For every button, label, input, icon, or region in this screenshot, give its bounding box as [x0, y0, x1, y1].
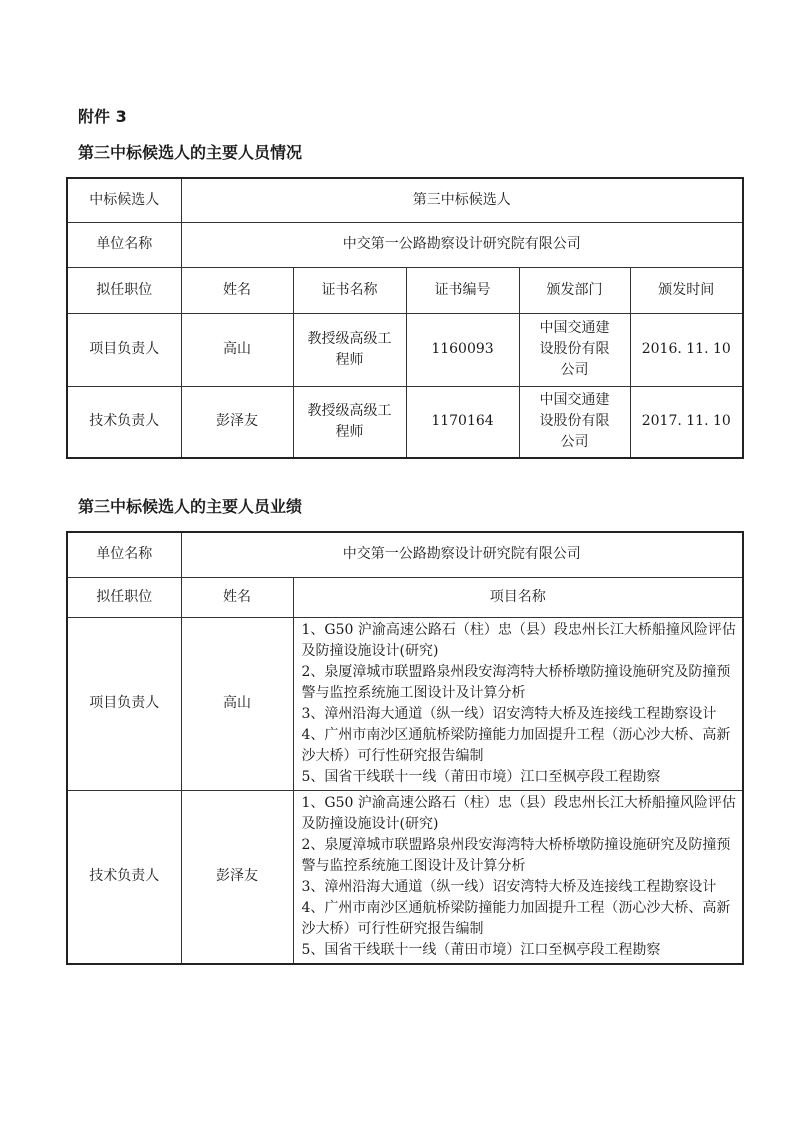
name-cell: 高山 — [181, 313, 293, 386]
header-issue-date: 颁发时间 — [630, 267, 743, 313]
position-cell: 技术负责人 — [67, 790, 181, 964]
candidate-label: 中标候选人 — [67, 178, 181, 222]
header-project: 项目名称 — [293, 577, 743, 617]
table-row — [67, 617, 743, 790]
cert-name-cell: 教授级高级工程师 — [293, 313, 406, 386]
header-position: 拟任职位 — [67, 577, 181, 617]
cert-name-cell: 教授级高级工程师 — [293, 386, 406, 458]
project-item: 1、G50 沪渝高速公路石（柱）忠（县）段忠州长江大桥船撞风险评估及防撞设施设计(研究) — [301, 794, 736, 832]
position-cell: 技术负责人 — [67, 386, 181, 458]
project-list-cell — [293, 617, 743, 790]
project-item: 4、广州市南沙区通航桥梁防撞能力加固提升工程（沥心沙大桥、高新沙大桥）可行性研究报告编制 — [301, 899, 731, 937]
name-cell: 彭泽友 — [181, 790, 293, 964]
position-cell: 项目负责人 — [67, 617, 181, 790]
table-row — [67, 178, 743, 222]
table-header-row — [67, 267, 743, 313]
company-value: 中交第一公路勘察设计研究院有限公司 — [181, 222, 743, 267]
attachment-label: 附件 3 — [78, 107, 127, 126]
table-row — [67, 222, 743, 267]
header-issuer: 颁发部门 — [519, 267, 630, 313]
performance-table — [66, 531, 744, 965]
project-item: 2、泉厦漳城市联盟路泉州段安海湾特大桥桥墩防撞设施研究及防撞预警与监控系统施工图设计及计算分析 — [301, 836, 731, 874]
issuer-cell: 中国交通建设股份有限公司 — [519, 313, 630, 386]
table-header-row — [67, 577, 743, 617]
personnel-table — [66, 177, 744, 459]
table-row — [67, 790, 743, 964]
header-name: 姓名 — [181, 577, 293, 617]
project-item: 1、G50 沪渝高速公路石（柱）忠（县）段忠州长江大桥船撞风险评估及防撞设施设计(研究) — [301, 621, 736, 659]
position-cell: 项目负责人 — [67, 313, 181, 386]
project-item: 3、漳州沿海大通道（纵一线）诏安湾特大桥及连接线工程勘察设计 — [301, 705, 717, 722]
project-list-cell — [293, 790, 743, 964]
company-value: 中交第一公路勘察设计研究院有限公司 — [181, 532, 743, 577]
project-item: 3、漳州沿海大通道（纵一线）诏安湾特大桥及连接线工程勘察设计 — [301, 878, 717, 895]
name-cell: 高山 — [181, 617, 293, 790]
cert-no-cell: 1170164 — [406, 386, 519, 458]
project-item: 4、广州市南沙区通航桥梁防撞能力加固提升工程（沥心沙大桥、高新沙大桥）可行性研究报告编制 — [301, 726, 731, 764]
cert-no-cell: 1160093 — [406, 313, 519, 386]
table-row — [67, 386, 743, 458]
header-cert-no: 证书编号 — [406, 267, 519, 313]
performance-table-title: 第三中标候选人的主要人员业绩 — [78, 497, 303, 516]
header-cert-name: 证书名称 — [293, 267, 406, 313]
header-name: 姓名 — [181, 267, 293, 313]
table-row — [67, 532, 743, 577]
project-item: 2、泉厦漳城市联盟路泉州段安海湾特大桥桥墩防撞设施研究及防撞预警与监控系统施工图设计及计算分析 — [301, 663, 731, 701]
project-item: 5、国省干线联十一线（莆田市境）江口至枫亭段工程勘察 — [301, 768, 661, 785]
issue-date-cell: 2016. 11. 10 — [630, 313, 743, 386]
name-cell: 彭泽友 — [181, 386, 293, 458]
header-position: 拟任职位 — [67, 267, 181, 313]
personnel-table-title: 第三中标候选人的主要人员情况 — [78, 143, 303, 162]
project-item: 5、国省干线联十一线（莆田市境）江口至枫亭段工程勘察 — [301, 941, 661, 958]
issuer-cell: 中国交通建设股份有限公司 — [519, 386, 630, 458]
issue-date-cell: 2017. 11. 10 — [630, 386, 743, 458]
table-row — [67, 313, 743, 386]
company-label: 单位名称 — [67, 222, 181, 267]
candidate-value: 第三中标候选人 — [181, 178, 743, 222]
company-label: 单位名称 — [67, 532, 181, 577]
